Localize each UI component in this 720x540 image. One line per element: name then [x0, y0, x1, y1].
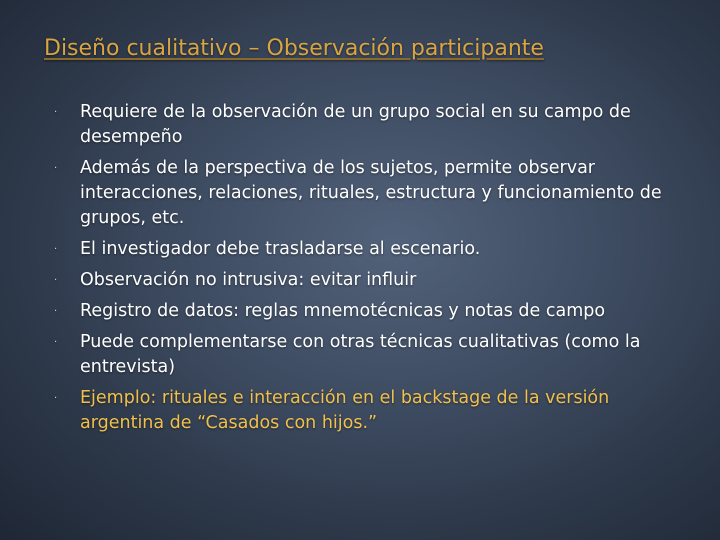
bullet-item [52, 330, 692, 380]
bullet-item [52, 299, 692, 324]
bullet-list [52, 100, 692, 442]
bullet-marker: · [54, 244, 58, 255]
bullet-marker: · [54, 275, 58, 286]
bullet-marker: · [54, 107, 58, 118]
bullet-marker: · [54, 393, 58, 404]
bullet-marker: · [54, 337, 58, 348]
bullet-item [52, 100, 692, 150]
bullet-text: Requiere de la observación de un grupo social en su campo de desempeño [80, 102, 631, 147]
bullet-item [52, 156, 692, 231]
bullet-text: Registro de datos: reglas mnemotécnicas y notas de campo [80, 301, 606, 321]
bullet-marker: · [54, 163, 58, 174]
bullet-item [52, 268, 692, 293]
slide-title: Diseño cualitativo – Observación participante [44, 36, 544, 61]
bullet-item [52, 237, 692, 262]
bullet-text: Ejemplo: rituales e interacción en el backstage de la versión argentina de “Casados con hijos.” [80, 388, 610, 433]
bullet-text: El investigador debe trasladarse al escenario. [80, 239, 481, 259]
bullet-text: Además de la perspectiva de los sujetos, permite observar interacciones, relaciones, rituales, estructura y funcionamiento de grupos, etc. [80, 158, 662, 228]
bullet-item-example [52, 386, 692, 436]
bullet-marker: · [54, 306, 58, 317]
bullet-text: Puede complementarse con otras técnicas cualitativas (como la entrevista) [80, 332, 641, 377]
bullet-text: Observación no intrusiva: evitar influir [80, 270, 417, 290]
